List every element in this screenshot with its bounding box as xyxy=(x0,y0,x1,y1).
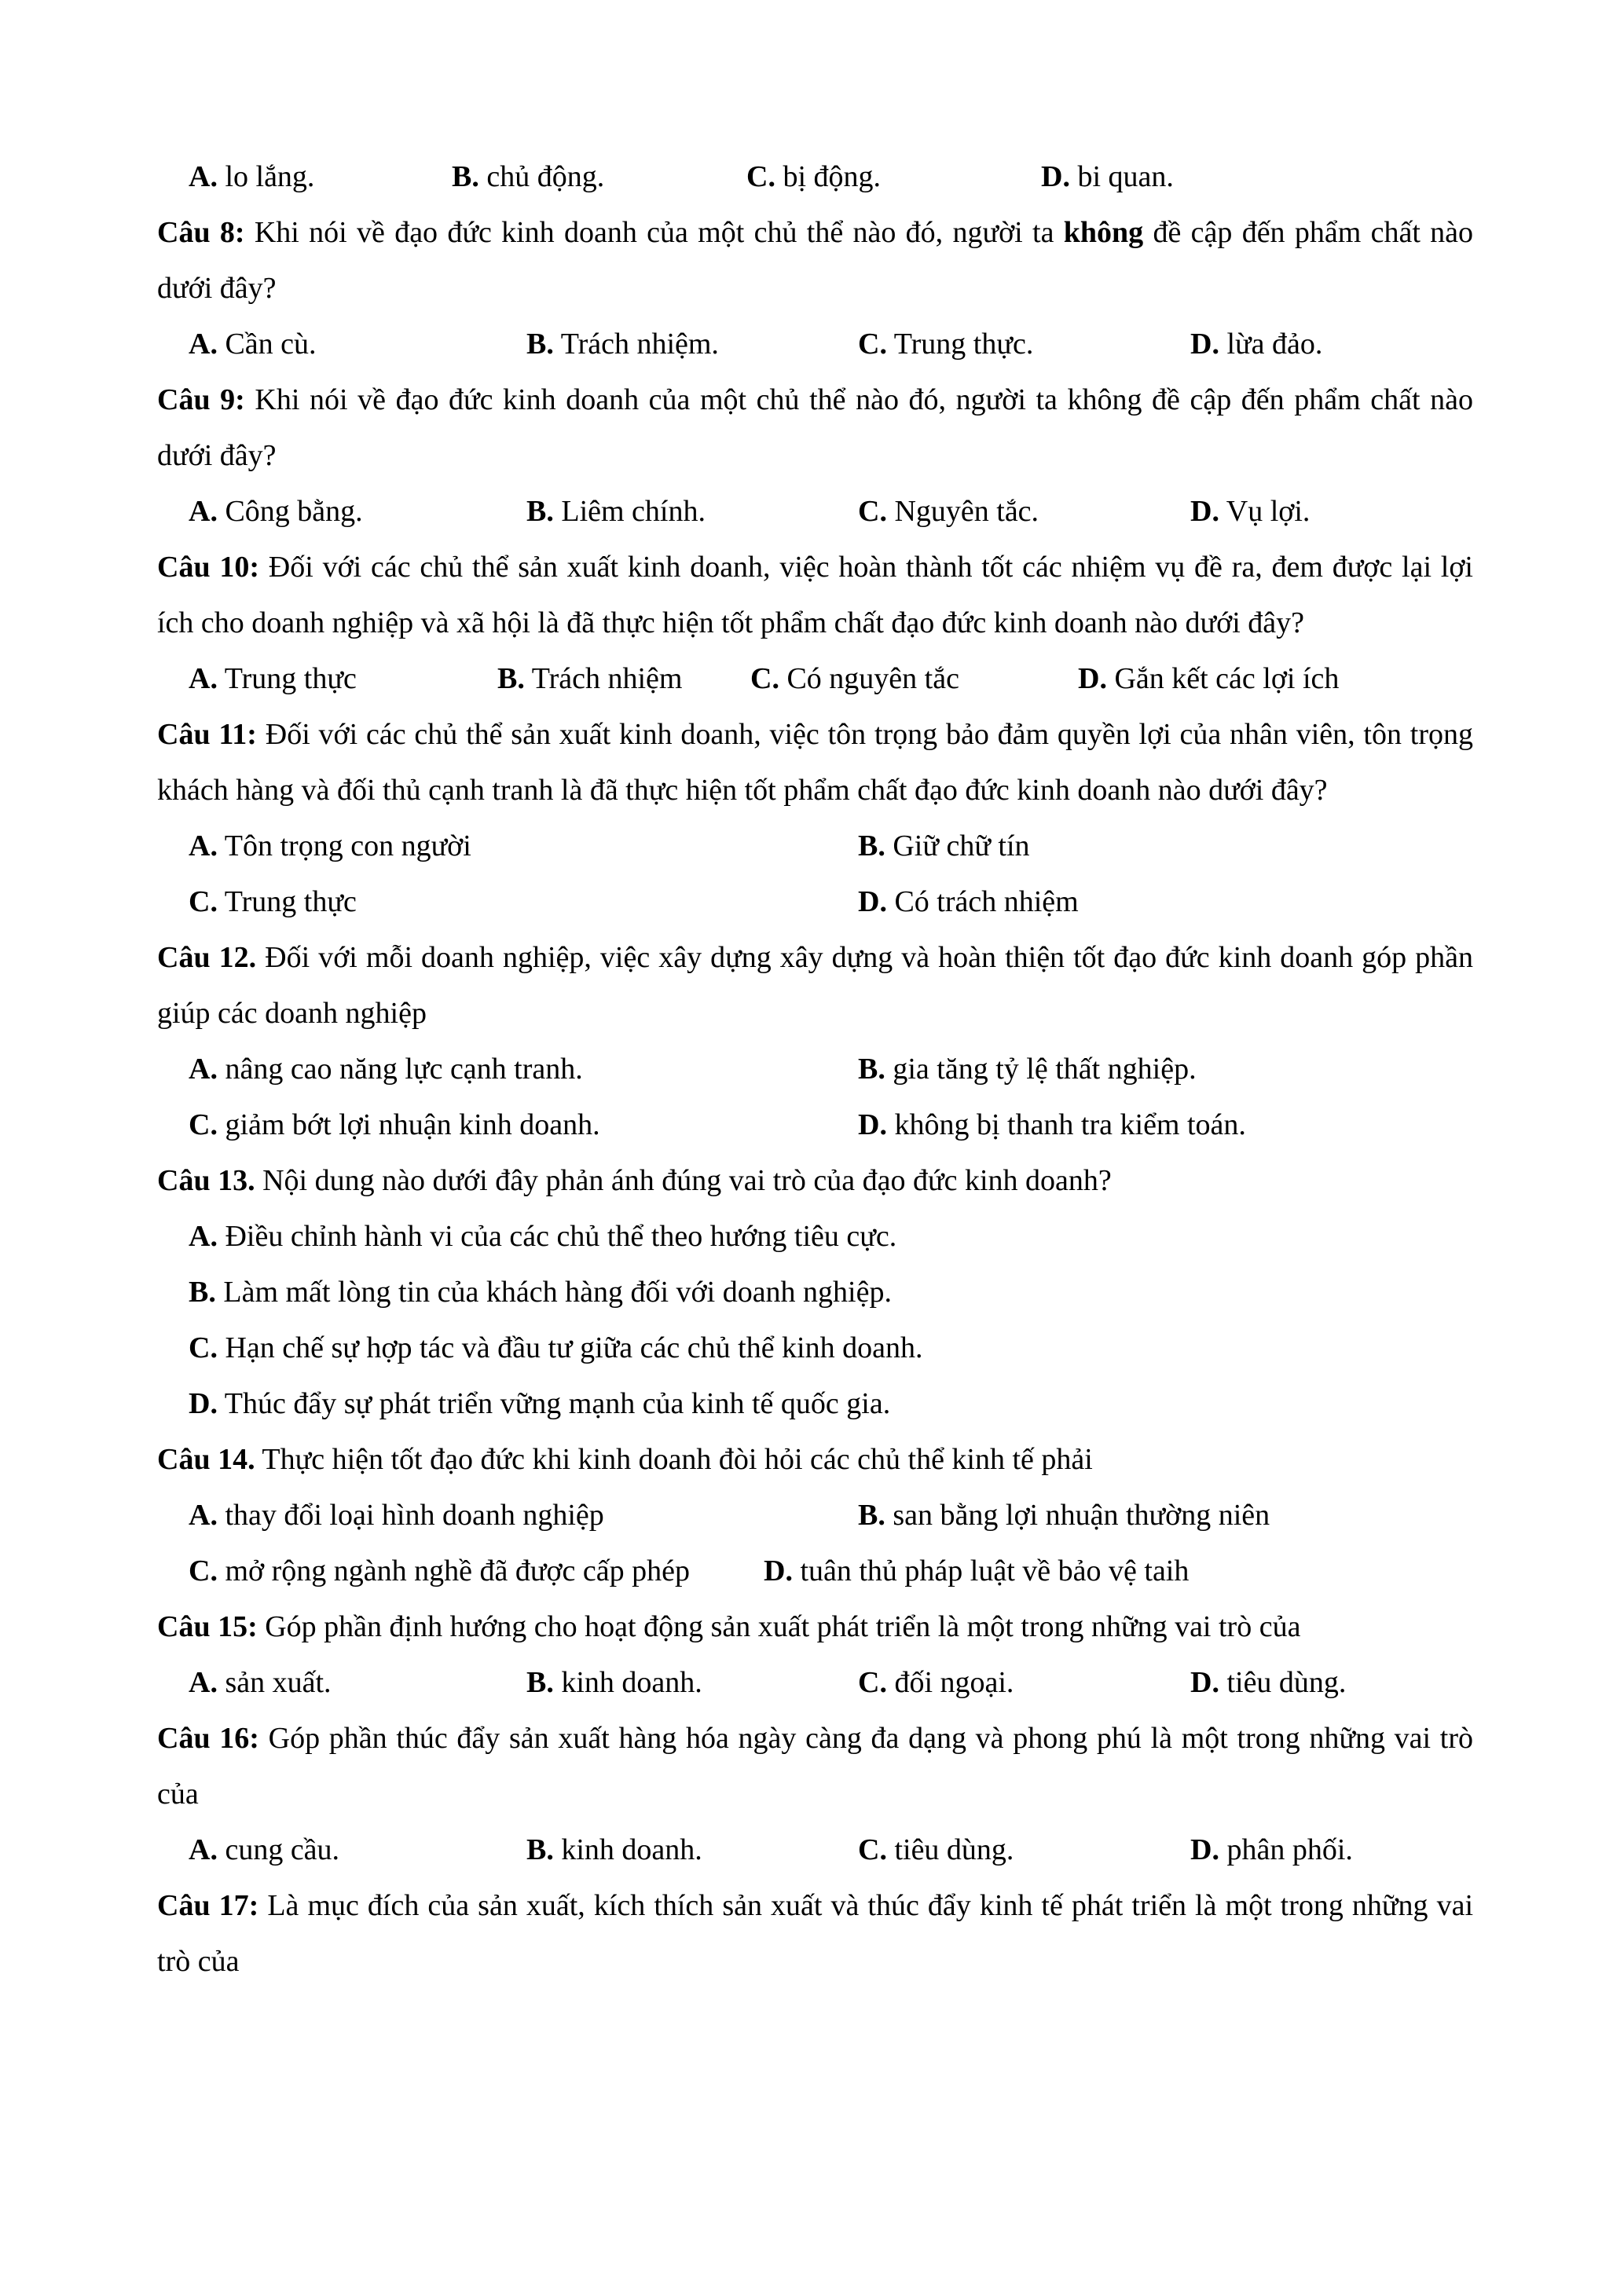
question-14: Câu 14. Thực hiện tốt đạo đức khi kinh doanh đòi hỏi các chủ thể kinh tế phải xyxy=(157,1443,1093,1476)
question-17: Câu 17: Là mục đích của sản xuất, kích thích sản xuất và thúc đẩy kinh tế phát triển là một trong những vai trò của xyxy=(157,1889,1473,1978)
q9-option-c: C. Nguyên tắc. xyxy=(858,495,1039,528)
q13-option-b: B. Làm mất lòng tin của khách hàng đối với doanh nghiệp. xyxy=(189,1276,892,1309)
q13-option-c: C. Hạn chế sự hợp tác và đầu tư giữa các chủ thể kinh doanh. xyxy=(189,1331,923,1364)
question-number: Câu 17: xyxy=(157,1889,259,1922)
q12-options-row2 xyxy=(157,1097,1473,1153)
question-number: Câu 15: xyxy=(157,1610,258,1643)
emphasis-khong: không xyxy=(1063,216,1144,249)
q10-option-c: C. Có nguyên tắc xyxy=(750,662,959,695)
q7-option-b: B. chủ động. xyxy=(452,160,605,193)
q14-option-b: B. san bằng lợi nhuận thường niên xyxy=(858,1499,1270,1532)
q7-option-c: C. bị động. xyxy=(746,160,882,193)
q16-option-d: D. phân phối. xyxy=(1190,1833,1353,1866)
question-number: Câu 9: xyxy=(157,383,245,416)
q12-option-a: A. nâng cao năng lực cạnh tranh. xyxy=(189,1053,583,1086)
question-9: Câu 9: Khi nói về đạo đức kinh doanh của một chủ thể nào đó, người ta không đề cập đến phẩm chất nào dưới đây? xyxy=(157,383,1474,472)
q12-option-d: D. không bị thanh tra kiểm toán. xyxy=(858,1108,1246,1141)
q13-option-c-row xyxy=(157,1320,1473,1376)
question-number: Câu 13. xyxy=(157,1164,255,1197)
question-10: Câu 10: Đối với các chủ thể sản xuất kinh doanh, việc hoàn thành tốt các nhiệm vụ đề ra, đem được lại lợi ích cho doanh nghiệp và xã hội là đã thực hiện tốt phẩm chất đạo đức kinh doanh nào dưới đây? xyxy=(157,551,1473,639)
question-number: Câu 16: xyxy=(157,1722,259,1755)
q15-option-d: D. tiêu dùng. xyxy=(1190,1666,1347,1699)
q16-option-b: B. kinh doanh. xyxy=(526,1833,702,1866)
q14-options-row1 xyxy=(157,1488,1473,1543)
q8-option-b: B. Trách nhiệm. xyxy=(526,328,719,361)
q14-option-c: C. mở rộng ngành nghề đã được cấp phép xyxy=(189,1554,691,1587)
q8-option-a: A. Cần cù. xyxy=(189,328,317,361)
question-13: Câu 13. Nội dung nào dưới đây phản ánh đúng vai trò của đạo đức kinh doanh? xyxy=(157,1164,1112,1197)
q11-option-b: B. Giữ chữ tín xyxy=(858,829,1030,862)
question-number: Câu 8: xyxy=(157,216,245,249)
question-12: Câu 12. Đối với mỗi doanh nghiệp, việc xây dựng xây dựng và hoàn thiện tốt đạo đức kinh doanh góp phần giúp các doanh nghiệp xyxy=(157,941,1474,1030)
q13-option-a: A. Điều chỉnh hành vi của các chủ thể theo hướng tiêu cực. xyxy=(189,1220,897,1253)
q12-option-b: B. gia tăng tỷ lệ thất nghiệp. xyxy=(858,1053,1197,1086)
q9-option-a: A. Công bằng. xyxy=(189,495,363,528)
q8-option-d: D. lừa đảo. xyxy=(1190,328,1323,361)
q7-option-a: A. lo lắng. xyxy=(189,160,315,193)
q10-options xyxy=(157,651,1473,707)
q11-option-a: A. Tôn trọng con người xyxy=(189,829,471,862)
q12-option-c: C. giảm bớt lợi nhuận kinh doanh. xyxy=(189,1108,600,1141)
q8-options xyxy=(157,317,1473,372)
q15-option-c: C. đối ngoại. xyxy=(858,1666,1014,1699)
q15-options xyxy=(157,1655,1473,1711)
q11-options-row1 xyxy=(157,818,1473,874)
q10-option-d: D. Gắn kết các lợi ích xyxy=(1078,662,1340,695)
q16-options xyxy=(157,1822,1473,1878)
q8-option-c: C. Trung thực. xyxy=(858,328,1034,361)
q15-option-a: A. sản xuất. xyxy=(189,1666,332,1699)
q9-option-d: D. Vụ lợi. xyxy=(1190,495,1311,528)
q9-option-b: B. Liêm chính. xyxy=(526,495,706,528)
question-number: Câu 12. xyxy=(157,941,257,974)
q10-option-a: A. Trung thực xyxy=(189,662,357,695)
q14-option-a: A. thay đổi loại hình doanh nghiệp xyxy=(189,1499,604,1532)
q10-option-b: B. Trách nhiệm xyxy=(497,662,683,695)
q11-option-d: D. Có trách nhiệm xyxy=(858,885,1079,918)
question-number: Câu 14. xyxy=(157,1443,255,1476)
question-15: Câu 15: Góp phần định hướng cho hoạt động sản xuất phát triển là một trong những vai trò của xyxy=(157,1610,1301,1643)
q14-options-row2 xyxy=(157,1543,1473,1599)
question-number: Câu 10: xyxy=(157,551,260,584)
q16-option-a: A. cung cầu. xyxy=(189,1833,340,1866)
q11-option-c: C. Trung thực xyxy=(189,885,357,918)
q13-option-a-row xyxy=(157,1209,1473,1265)
question-8: Câu 8: Khi nói về đạo đức kinh doanh của một chủ thể nào đó, người ta không đề cập đến phẩm chất nào dưới đây? xyxy=(157,216,1474,305)
q11-options-row2 xyxy=(157,874,1473,930)
q7-options xyxy=(157,149,1473,205)
question-number: Câu 11: xyxy=(157,718,257,751)
question-16: Câu 16: Góp phần thúc đẩy sản xuất hàng hóa ngày càng đa dạng và phong phú là một trong những vai trò của xyxy=(157,1722,1474,1811)
q9-options xyxy=(157,484,1473,540)
q13-option-b-row xyxy=(157,1265,1473,1320)
exam-page xyxy=(157,149,1473,1990)
q13-option-d: D. Thúc đẩy sự phát triển vững mạnh của kinh tế quốc gia. xyxy=(189,1387,891,1420)
q13-option-d-row xyxy=(157,1376,1473,1432)
q7-option-d: D. bi quan. xyxy=(1041,160,1174,193)
q12-options-row1 xyxy=(157,1042,1473,1097)
q16-option-c: C. tiêu dùng. xyxy=(858,1833,1014,1866)
q15-option-b: B. kinh doanh. xyxy=(526,1666,702,1699)
question-11: Câu 11: Đối với các chủ thể sản xuất kinh doanh, việc tôn trọng bảo đảm quyền lợi của nhân viên, tôn trọng khách hàng và đối thủ cạnh tranh là đã thực hiện tốt phẩm chất đạo đức kinh doanh nào dưới đây? xyxy=(157,718,1474,807)
q14-option-d: D. tuân thủ pháp luật về bảo vệ taih xyxy=(764,1554,1190,1587)
